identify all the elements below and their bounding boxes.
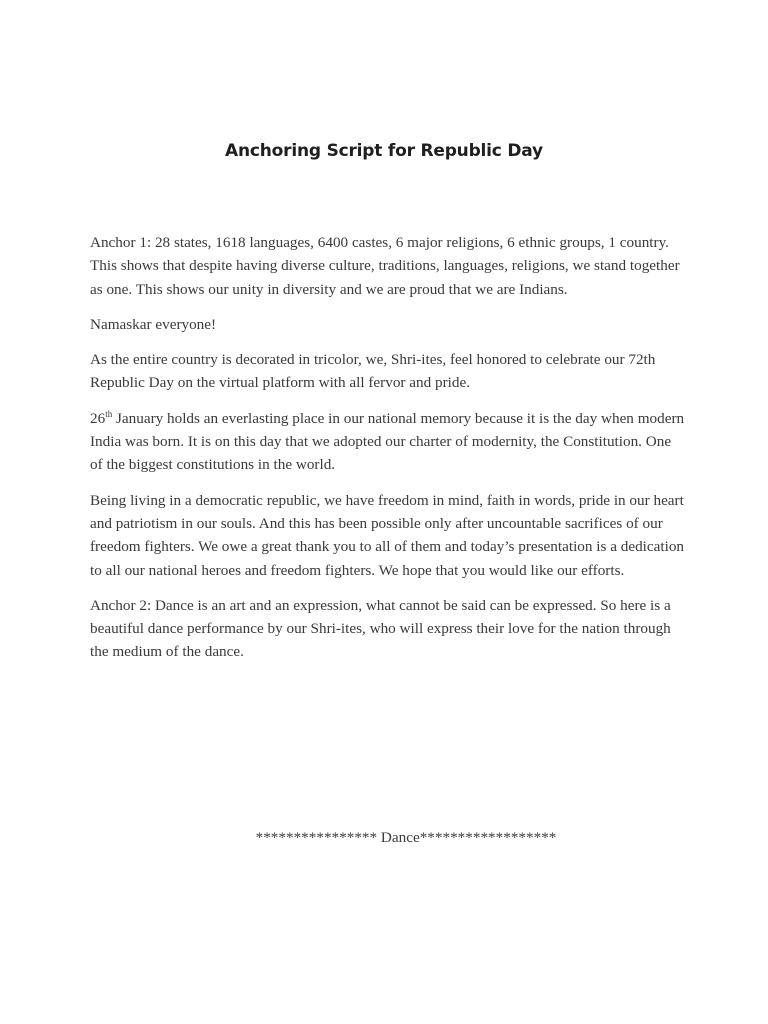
date-ordinal-suffix: th — [105, 408, 113, 419]
paragraph-january — [90, 407, 686, 477]
paragraph-anchor-1: Anchor 1: 28 states, 1618 languages, 6400 castes, 6 major religions, 6 ethnic groups, 1 country. This shows that despite having diverse culture, traditions, languages, religions, we stand together as one. This shows our unity in diversity and we are proud that we are Indians. — [90, 234, 680, 298]
paragraph-greeting: Namaskar everyone! — [90, 315, 217, 333]
paragraph-january-text: January holds an everlasting place in our national memory because it is the day when modern India was born. It is on this day that we adopted our charter of modernity, the Constitution. One of the biggest constitutions in the world. — [90, 409, 685, 474]
paragraph-democratic: Being living in a democratic republic, we have freedom in mind, faith in words, pride in our heart and patriotism in our souls. And this has been possible only after uncountable sacrifices of our freedom fighters. We owe a great thank you to all of them and today’s presentation is a dedication to all our national heroes and freedom fighters. We hope that you would like our efforts. — [90, 491, 685, 579]
date-number: 26 — [90, 409, 106, 427]
document-body — [90, 231, 686, 676]
dance-divider: **************** Dance****************** — [255, 829, 557, 846]
paragraph-anchor-2: Anchor 2: Dance is an art and an expression, what cannot be said can be expressed. So here is a beautiful dance performance by our Shri-ites, who will express their love for the nation through the medium of the dance. — [90, 596, 671, 661]
document-title: Anchoring Script for Republic Day — [225, 141, 543, 161]
paragraph-tricolor: As the entire country is decorated in tricolor, we, Shri-ites, feel honored to celebrate our 72th Republic Day on the virtual platform with all fervor and pride. — [90, 351, 656, 392]
